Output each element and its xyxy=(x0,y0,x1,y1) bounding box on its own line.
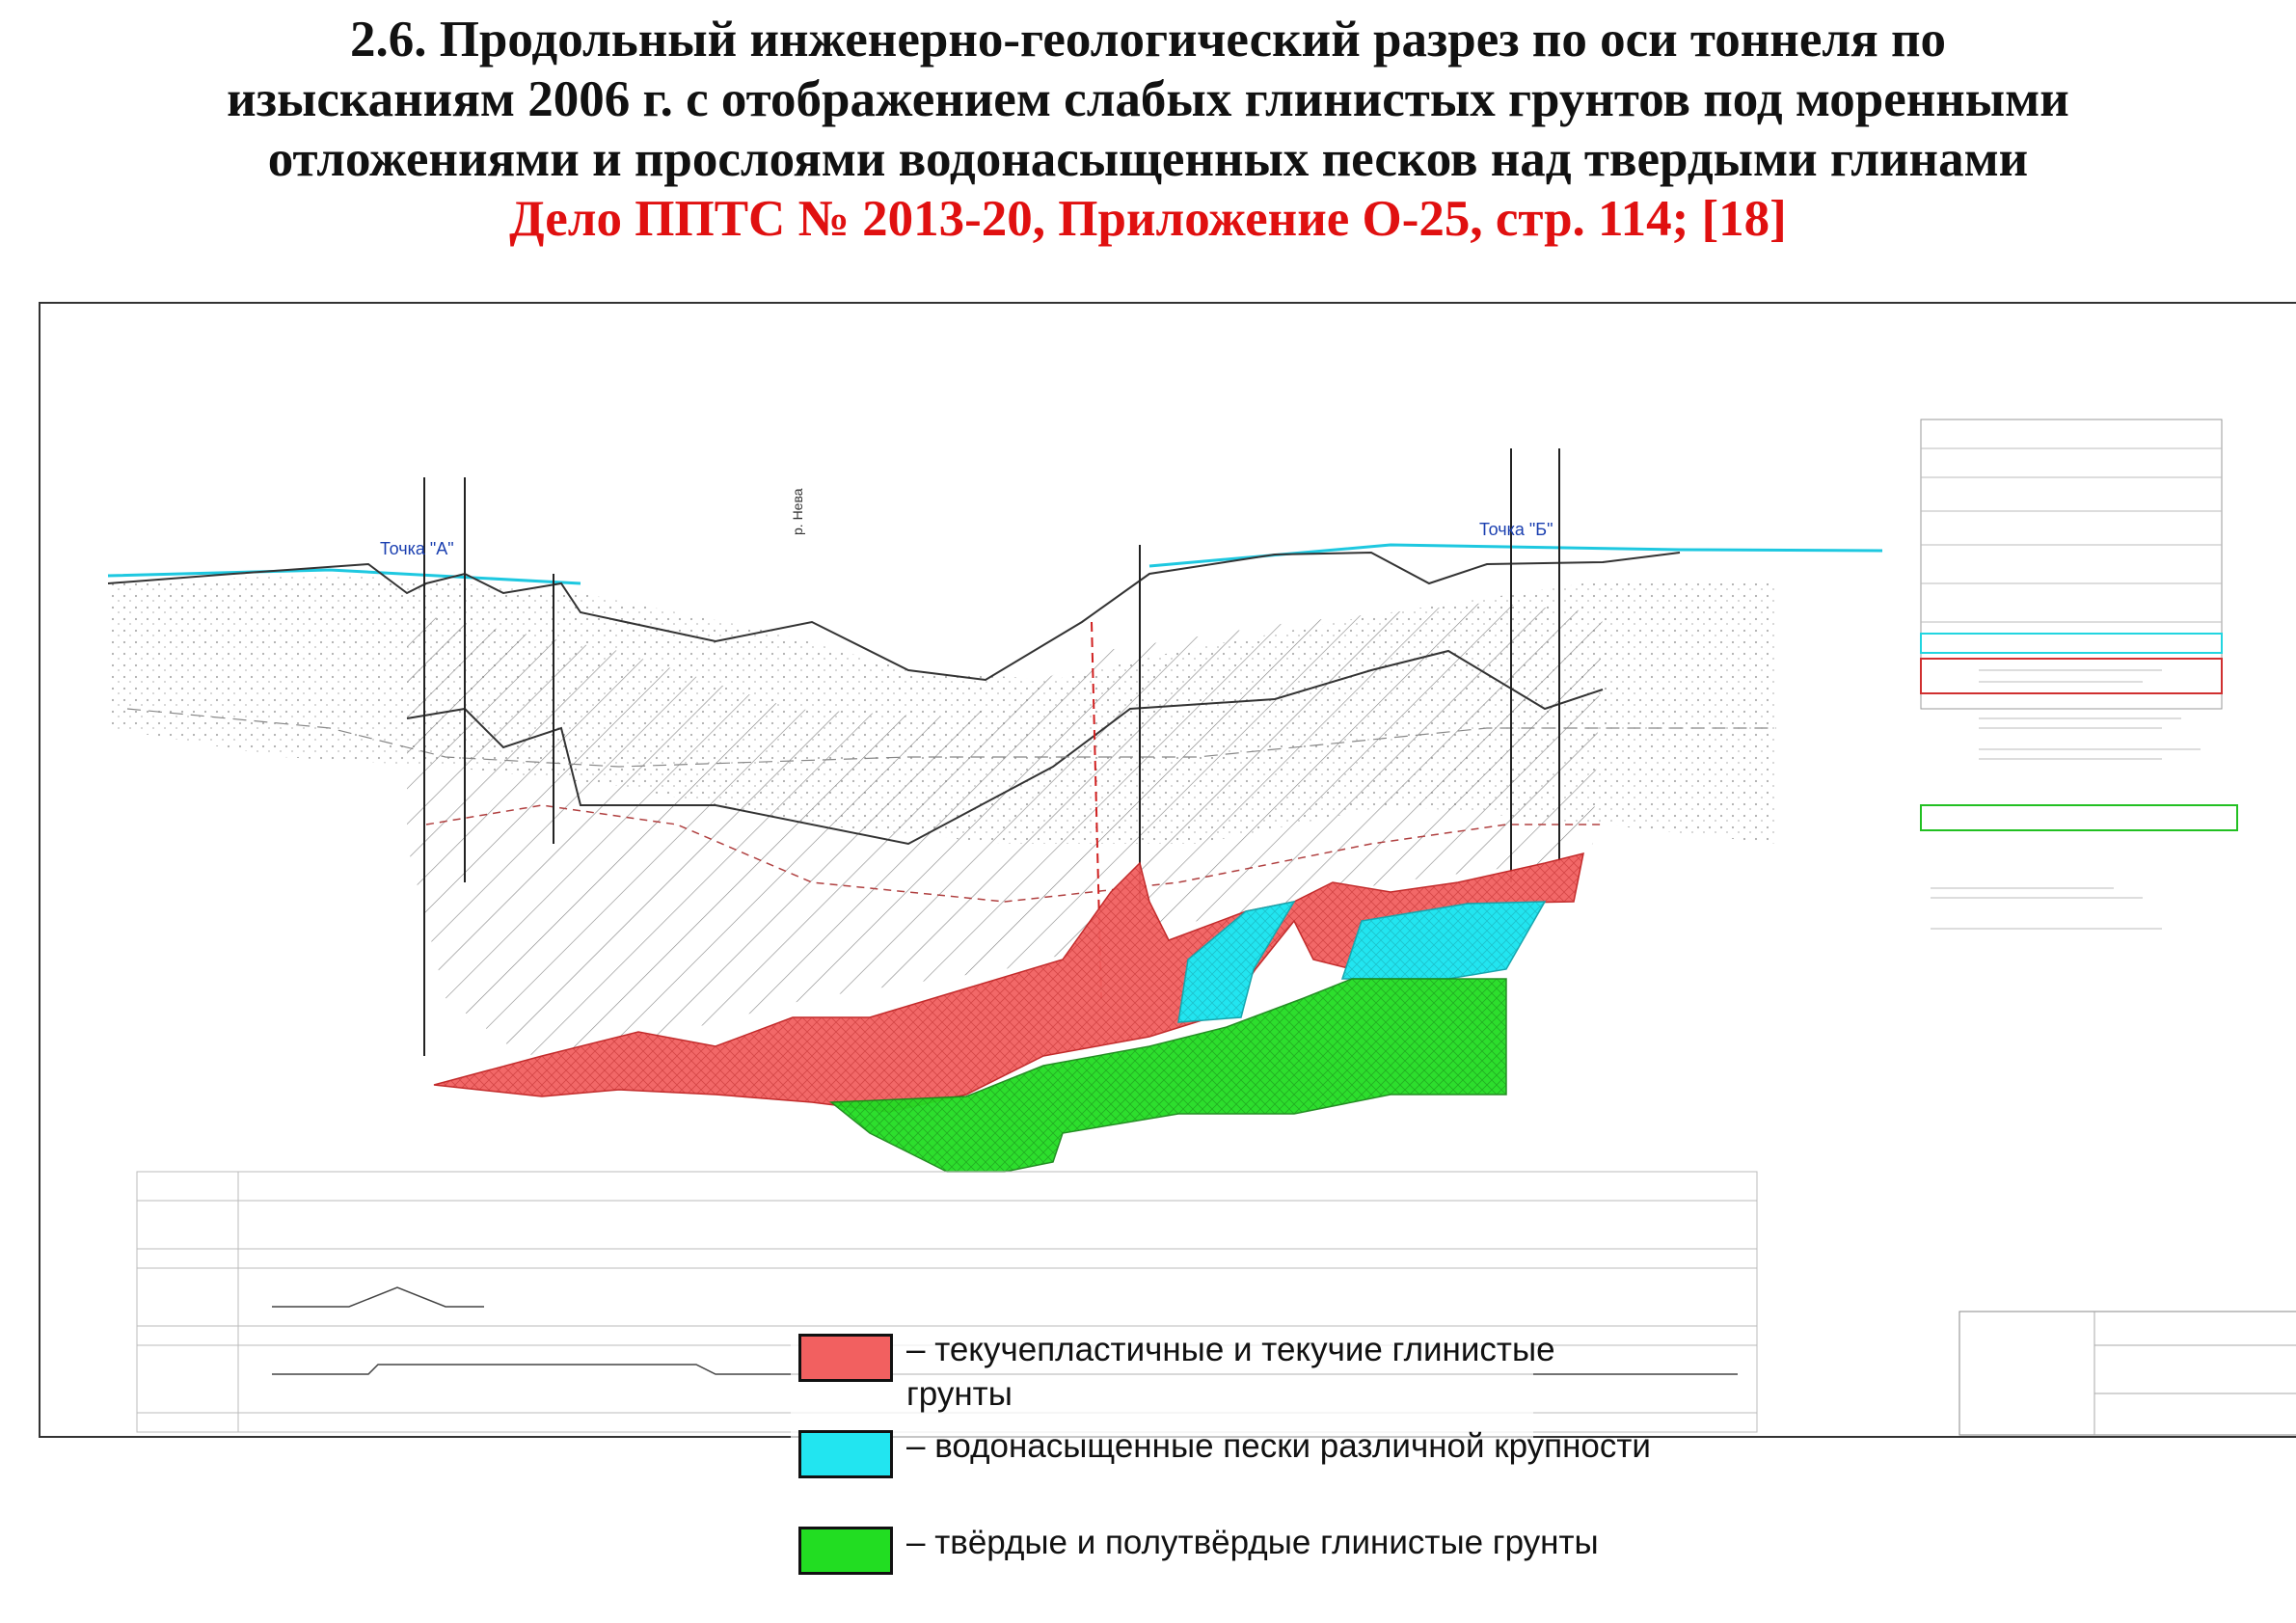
wet-sand-swatch xyxy=(798,1430,893,1478)
legend-item-hard-clay xyxy=(791,1524,1659,1623)
section-svg xyxy=(41,304,2296,1436)
point-b-label: Точка "Б" xyxy=(1479,520,1553,539)
drawing-stamp xyxy=(1959,1312,2296,1435)
geology-legend-box xyxy=(1921,419,2222,709)
river-label: р. Нева xyxy=(790,488,805,535)
hard-clay-swatch xyxy=(798,1527,893,1575)
color-legend xyxy=(791,1331,1659,1623)
title-line-1: 2.6. Продольный инженерно-геологический разрез по оси тоннеля по xyxy=(349,12,1947,68)
title-line-2: изысканиям 2006 г. с отображением слабых глинистых грунтов под моренными xyxy=(227,71,2069,127)
document-reference: Дело ППТС № 2013-20, Приложение О-25, стр. 114; [18] xyxy=(509,191,1787,247)
title-line-3: отложениями и прослоями водонасыщенных песков над твердыми глинами xyxy=(267,131,2029,187)
legend-item-soft-clay xyxy=(791,1331,1659,1430)
point-a-label: Точка "А" xyxy=(380,539,454,558)
legend-item-wet-sand xyxy=(791,1427,1659,1527)
profile-curve xyxy=(272,1287,484,1307)
geology-legend-green-row xyxy=(1921,805,2237,830)
soft-clay-swatch xyxy=(798,1334,893,1382)
legend-text-hard-clay: – твёрдые и полутвёрдые глинистые грунты xyxy=(906,1524,1599,1561)
geology-legend-red-row xyxy=(1921,659,2222,693)
geology-legend-cyan-row xyxy=(1921,634,2222,653)
geological-section-drawing xyxy=(39,302,2296,1438)
title-block xyxy=(0,10,2296,249)
legend-text-soft-clay: – текучепластичные и текучие глинистые грунты xyxy=(906,1331,1555,1413)
legend-text-wet-sand: – водонасыщенные пески различной крупности xyxy=(906,1427,1651,1465)
